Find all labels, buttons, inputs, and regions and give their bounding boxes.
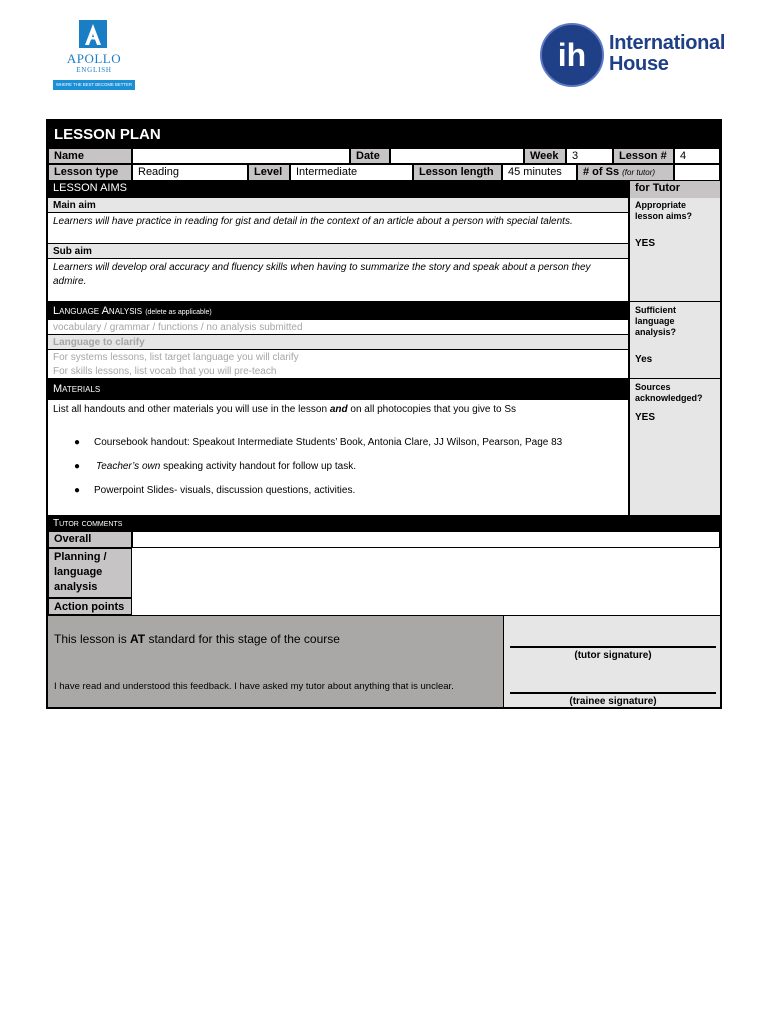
svg-text:ih: ih bbox=[557, 37, 587, 73]
language-analysis-header bbox=[48, 301, 628, 320]
tutor-comments-header: Tutor comments bbox=[48, 515, 720, 531]
tutor-aims-answer: YES bbox=[635, 238, 656, 249]
ss-count-label-text: # of Ss bbox=[583, 166, 620, 178]
signature-box bbox=[503, 615, 720, 707]
materials-item-3-text: Powerpoint Slides- visuals, discussion questions, activities. bbox=[94, 485, 356, 496]
sub-aim-text[interactable]: Learners will develop oral accuracy and fluency skills when having to summarize the story and speak about a person they admire. bbox=[53, 262, 591, 287]
standard-text: This lesson is bbox=[54, 632, 131, 646]
lesson-number-label: Lesson # bbox=[613, 148, 674, 164]
main-aim-text[interactable]: Learners will have practice in reading for gist and detail in the context of an article about a person with special talents. bbox=[53, 216, 573, 227]
apollo-name: APOLLO bbox=[66, 51, 122, 66]
main-aim-label: Main aim bbox=[48, 198, 628, 213]
apollo-tagline: WHERE THE BEST BECOME BETTER bbox=[53, 80, 135, 90]
materials-item-2-text bbox=[96, 459, 356, 474]
materials-intro-emphasis: and bbox=[329, 404, 348, 415]
planning-field[interactable] bbox=[132, 548, 720, 614]
apollo-sub: ENGLISH bbox=[76, 66, 112, 74]
lesson-number-field[interactable]: 4 bbox=[674, 148, 720, 164]
language-to-clarify-label: Language to clarify bbox=[48, 335, 628, 350]
analysis-type-line[interactable]: vocabulary / grammar / functions / no analysis submitted bbox=[48, 320, 628, 335]
materials-intro bbox=[53, 402, 623, 417]
ih-circle-icon bbox=[539, 22, 605, 88]
language-analysis-title: Language Analysis bbox=[53, 305, 143, 317]
trainee-signature-label: (trainee signature) bbox=[569, 696, 657, 707]
tutor-language-answer: Yes bbox=[635, 354, 653, 365]
bullet-icon: ● bbox=[74, 437, 81, 448]
tutor-materials-box bbox=[628, 378, 720, 515]
materials-item-2-rest: speaking activity handout for follow up task. bbox=[160, 461, 356, 472]
lesson-length-label: Lesson length bbox=[413, 164, 502, 181]
standard-statement bbox=[54, 632, 340, 647]
action-points-label: Action points bbox=[48, 598, 132, 615]
tutor-materials-answer: YES bbox=[635, 412, 656, 423]
materials-box[interactable] bbox=[48, 399, 628, 515]
apollo-english-logo bbox=[53, 18, 135, 94]
overall-label: Overall bbox=[48, 531, 132, 548]
tutor-materials-question: Sources acknowledged? bbox=[635, 382, 703, 403]
skills-lesson-hint[interactable]: For skills lessons, list vocab that you will pre-teach bbox=[53, 366, 277, 377]
ss-count-note: (for tutor) bbox=[622, 168, 656, 177]
international-house-logo bbox=[539, 22, 739, 90]
lesson-length-field[interactable]: 45 minutes bbox=[502, 164, 577, 181]
ih-name-line1: International bbox=[609, 32, 726, 54]
level-label: Level bbox=[248, 164, 290, 181]
tutor-language-box bbox=[628, 301, 720, 378]
overall-field[interactable] bbox=[132, 531, 720, 548]
lesson-plan-form bbox=[46, 119, 722, 709]
materials-intro-text: List all handouts and other materials you will use in the lesson bbox=[53, 404, 330, 415]
materials-intro-end: on all photocopies that you give to Ss bbox=[347, 404, 517, 415]
systems-lesson-hint[interactable]: For systems lessons, list target language you will clarify bbox=[53, 352, 299, 363]
standard-text-end: standard for this stage of the course bbox=[145, 632, 340, 646]
lesson-type-field[interactable]: Reading bbox=[132, 164, 248, 181]
week-field[interactable]: 3 bbox=[566, 148, 613, 164]
sub-aim-label: Sub aim bbox=[48, 243, 628, 259]
bullet-icon: ● bbox=[74, 461, 81, 472]
ss-count-field[interactable] bbox=[674, 164, 720, 181]
tutor-aims-box bbox=[628, 198, 720, 301]
lesson-type-label: Lesson type bbox=[48, 164, 132, 181]
apollo-a-icon bbox=[79, 20, 107, 48]
ih-name-line2: House bbox=[609, 53, 669, 75]
bullet-icon: ● bbox=[74, 485, 81, 496]
tutor-aims-question: Appropriate lesson aims? bbox=[635, 200, 693, 221]
level-field[interactable]: Intermediate bbox=[290, 164, 413, 181]
for-tutor-header: for Tutor bbox=[628, 181, 720, 198]
materials-item-1-text: Coursebook handout: Speakout Intermediate Students’ Book, Antonia Clare, JJ Wilson, Pearson, Page 83 bbox=[94, 437, 563, 448]
planning-label: Planning / language analysis bbox=[48, 548, 132, 598]
name-label: Name bbox=[48, 148, 132, 164]
standard-level: AT bbox=[130, 632, 146, 646]
trainee-acknowledgement: I have read and understood this feedback. I have asked my tutor about anything that is unclear. bbox=[54, 681, 454, 692]
week-label: Week bbox=[524, 148, 566, 164]
tutor-signature-label: (tutor signature) bbox=[574, 650, 652, 661]
materials-item-2-emphasis: Teacher’s own bbox=[96, 461, 161, 472]
materials-header: Materials bbox=[48, 378, 628, 399]
ss-count-label bbox=[577, 164, 674, 181]
lesson-aims-header: LESSON AIMS bbox=[48, 181, 628, 198]
ih-name bbox=[609, 33, 725, 75]
name-field[interactable] bbox=[132, 148, 350, 164]
tutor-language-question: Sufficient language analysis? bbox=[635, 305, 677, 337]
form-title: LESSON PLAN bbox=[48, 121, 720, 148]
standard-box bbox=[48, 615, 503, 707]
language-analysis-note: (delete as applicable) bbox=[145, 309, 212, 316]
date-field[interactable] bbox=[390, 148, 524, 164]
date-label: Date bbox=[350, 148, 390, 164]
